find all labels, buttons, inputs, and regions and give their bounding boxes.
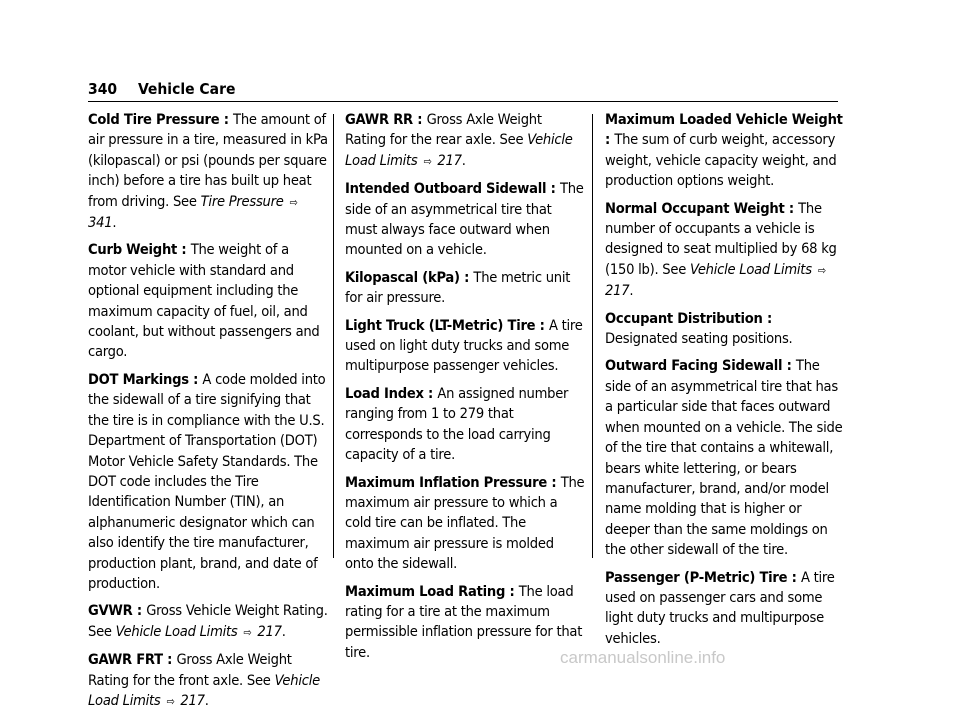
glossary-term: GAWR RR <box>345 111 413 128</box>
glossary-term: Outward Facing Sidewall <box>605 357 783 375</box>
page-number: 340 <box>88 80 118 98</box>
glossary-entry <box>605 356 845 560</box>
glossary-entry <box>345 582 585 664</box>
page-header <box>88 80 235 98</box>
glossary-entry <box>605 199 845 302</box>
glossary-entry <box>345 110 585 172</box>
term-separator: : <box>412 111 427 128</box>
definition-text: The side of an asymmetrical tire that must always face outward when mounted on a vehicle. <box>345 180 584 259</box>
definition-end: . <box>629 282 634 300</box>
term-separator: : <box>535 316 549 334</box>
term-separator: : <box>784 199 799 217</box>
page-arrow-icon: ⇨ <box>817 263 826 277</box>
cross-reference-title[interactable]: Vehicle Load Limits <box>115 622 238 640</box>
glossary-term: Normal Occupant Weight <box>605 199 785 217</box>
definition-text: Designated seating positions. <box>605 330 793 348</box>
glossary-term: Passenger (P-Metric) Tire <box>605 568 788 586</box>
glossary-term: GVWR <box>88 602 133 620</box>
glossary-entry <box>88 240 328 362</box>
definition-text: The weight of a motor vehicle with standard and optional equipment including the maximum capacity of fuel, oil, and coolant, but without passengers and cargo. <box>88 241 320 361</box>
glossary-term: Maximum Loaded Vehicle Weight <box>605 111 843 128</box>
definition-text: A tire used on passenger cars and some light duty trucks and multipurpose vehicles. <box>605 568 835 647</box>
glossary-entry <box>88 110 328 233</box>
term-separator: : <box>787 568 801 586</box>
cross-reference-title[interactable]: Vehicle Load Limits <box>345 131 573 169</box>
header-rule <box>88 101 838 102</box>
term-separator: : <box>177 241 191 259</box>
glossary-entry <box>345 316 585 377</box>
term-separator: : <box>219 111 234 128</box>
definition-end: . <box>112 214 117 232</box>
term-separator: : <box>547 473 561 491</box>
glossary-term: Curb Weight <box>88 241 178 259</box>
section-title: Vehicle Care <box>137 80 236 98</box>
column-3 <box>605 110 845 656</box>
glossary-entry <box>88 601 328 643</box>
definition-end: . <box>461 151 466 169</box>
glossary-term: GAWR FRT <box>88 651 163 669</box>
definition-text: The amount of air pressure in a tire, measured in kPa (kilopascal) or psi (pounds per square inch) before a tire has built up heat from driving. See <box>88 111 328 210</box>
definition-text: Gross Axle Weight Rating for the rear axle. See <box>345 111 542 149</box>
definition-text: The load rating for a tire at the maximum permissible inflation pressure for that tire. <box>345 582 583 661</box>
term-separator: : <box>505 582 519 600</box>
glossary-entry <box>605 568 845 650</box>
glossary-entry <box>345 384 585 466</box>
watermark: carmanualsonline.info <box>560 648 726 667</box>
definition-text: An assigned number ranging from 1 to 279 that corresponds to the load carrying capacity of a tire. <box>345 384 569 464</box>
page-arrow-icon: ⇨ <box>289 195 298 209</box>
glossary-entry <box>88 370 328 594</box>
cross-reference-page[interactable]: 217 <box>257 622 282 640</box>
column-divider <box>592 114 593 558</box>
term-separator: : <box>132 602 147 620</box>
cross-reference-title[interactable]: Vehicle Load Limits <box>689 260 812 278</box>
glossary-entry <box>345 268 585 309</box>
term-separator: : <box>546 180 560 198</box>
term-separator: : <box>459 268 474 286</box>
glossary-term: Intended Outboard Sidewall <box>345 180 547 198</box>
term-separator: : <box>782 357 796 375</box>
page-arrow-icon: ⇨ <box>243 625 252 639</box>
page-arrow-icon: ⇨ <box>166 694 175 708</box>
definition-text: The sum of curb weight, accessory weight, vehicle capacity weight, and production options weight. <box>605 131 837 190</box>
definition-text: The number of occupants a vehicle is designed to seat multiplied by 68 kg (150 lb). See <box>605 199 837 278</box>
glossary-term: Cold Tire Pressure <box>88 111 220 128</box>
definition-text: A code molded into the sidewall of a tire signifying that the tire is in compliance with the U.S. Department of Transportation (DOT) Motor Vehicle Safety Standards. The DOT code includes the Tire Identification Number (TIN), an alphanumeric designator which can also identify the tire manufacturer, production plant, brand, and date of production. <box>88 370 326 592</box>
glossary-term: Kilopascal (kPa) <box>345 268 460 286</box>
term-separator: : <box>605 131 615 149</box>
page-arrow-icon: ⇨ <box>423 154 432 168</box>
cross-reference-page[interactable]: 217 <box>605 282 630 300</box>
definition-text: The side of an asymmetrical tire that has a particular side that faces outward when mounted on a vehicle. The side of the tire that contains a whitewall, bears white lettering, or bears manufacturer, brand, and/or model name molding that is higher or deeper than the same moldings on the other sidewall of the tire. <box>605 357 843 559</box>
term-separator: : <box>188 370 203 388</box>
glossary-entry <box>605 309 845 350</box>
cross-reference-page[interactable]: 341 <box>88 214 113 232</box>
glossary-term: Load Index <box>345 384 424 402</box>
definition-end: . <box>204 691 209 709</box>
definition-text: Gross Vehicle Weight Rating. See <box>88 602 328 640</box>
glossary-term: Light Truck (LT-Metric) Tire <box>345 316 536 334</box>
column-divider <box>333 114 334 558</box>
glossary-entry <box>88 650 328 712</box>
term-separator: : <box>762 309 772 327</box>
definition-text: Gross Axle Weight Rating for the front axle. See <box>88 651 292 689</box>
glossary-term: Maximum Load Rating <box>345 582 506 600</box>
cross-reference-page[interactable]: 217 <box>180 691 205 709</box>
glossary-entry <box>345 473 585 575</box>
cross-reference-page[interactable]: 217 <box>437 151 462 169</box>
glossary-term: DOT Markings <box>88 370 189 388</box>
term-separator: : <box>162 651 177 669</box>
column-1 <box>88 110 328 719</box>
term-separator: : <box>423 384 438 402</box>
glossary-term: Occupant Distribution <box>605 309 763 327</box>
definition-end: . <box>281 622 286 640</box>
glossary-entry <box>345 179 585 261</box>
definition-text: The metric unit for air pressure. <box>345 268 571 307</box>
definition-text: A tire used on light duty trucks and some multipurpose passenger vehicles. <box>345 316 583 375</box>
column-2 <box>345 110 585 670</box>
cross-reference-title[interactable]: Vehicle Load Limits <box>88 671 320 709</box>
cross-reference-link[interactable] <box>116 623 282 640</box>
glossary-entry <box>605 110 845 192</box>
definition-text: The maximum air pressure to which a cold tire can be inflated. The maximum air pressure is molded onto the sidewall. <box>345 473 585 573</box>
cross-reference-title[interactable]: Tire Pressure <box>200 192 284 210</box>
glossary-term: Maximum Inflation Pressure <box>345 473 548 491</box>
